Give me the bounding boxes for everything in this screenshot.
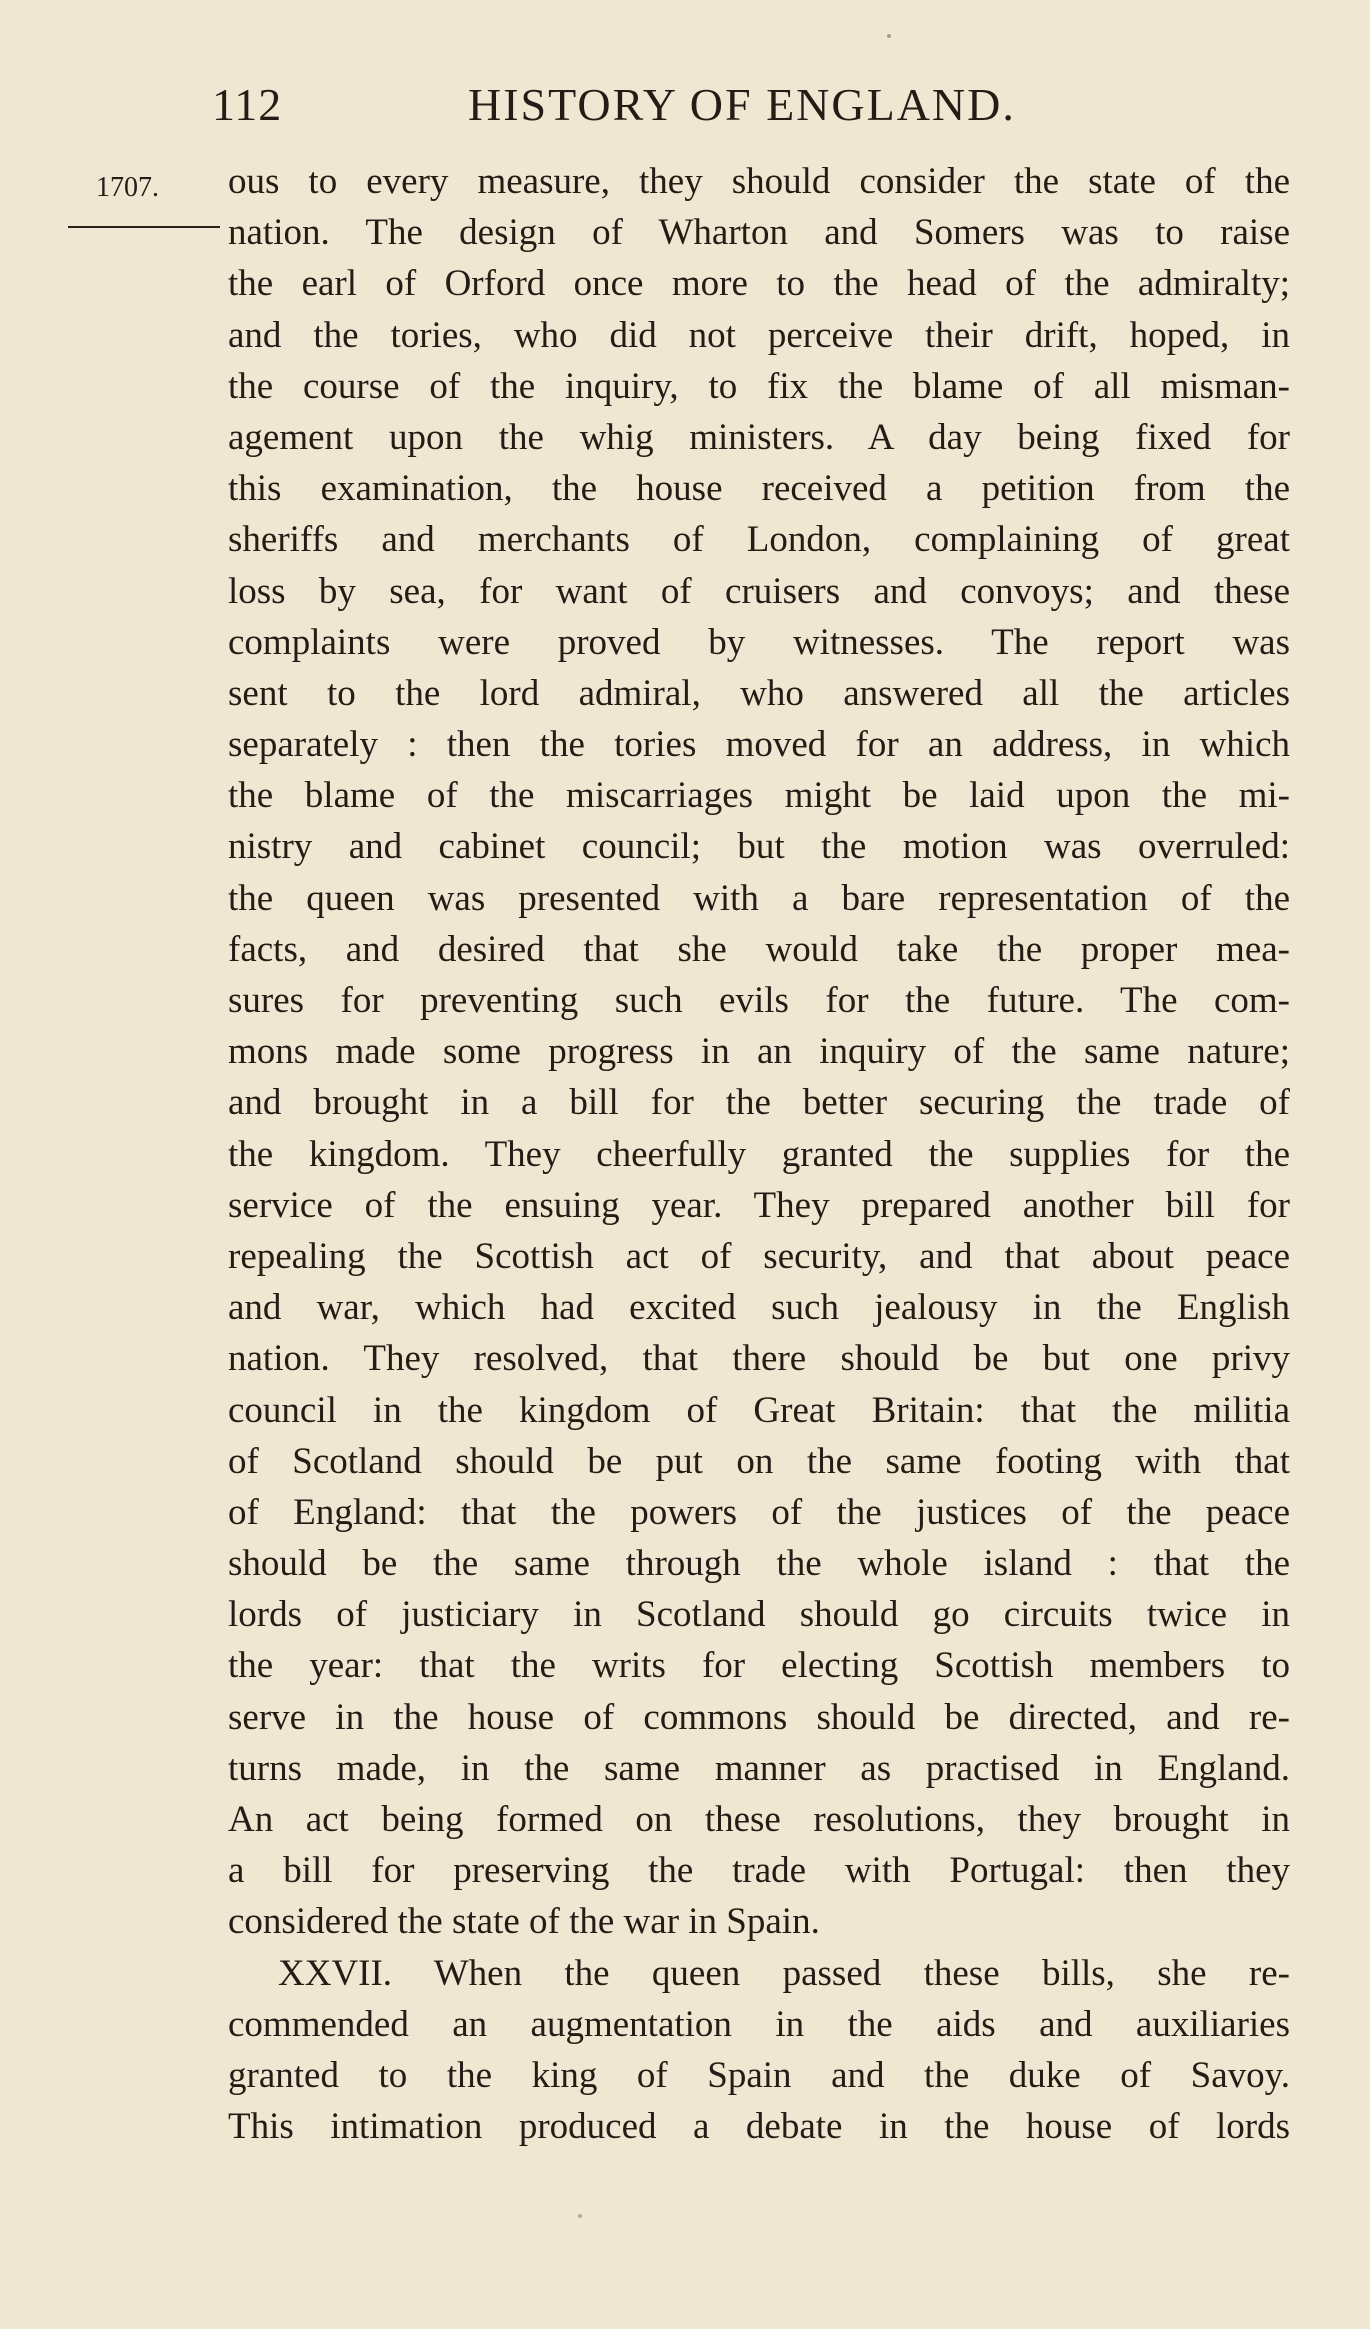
text-line: turns made, in the same manner as practised in England.: [228, 1747, 1290, 1789]
text-line: the earl of Orford once more to the head of the admiralty;: [228, 263, 1290, 305]
text-line: of Scotland should be put on the same footing with that: [228, 1440, 1290, 1482]
text-line: the kingdom. They cheerfully granted the supplies for the: [228, 1133, 1290, 1175]
text-line: and brought in a bill for the better securing the trade of: [228, 1082, 1290, 1124]
text-line: commended an augmentation in the aids and auxiliaries: [228, 2003, 1290, 2045]
text-line: sent to the lord admiral, who answered all the articles: [228, 672, 1290, 714]
running-head: [212, 78, 1072, 138]
running-title: HISTORY OF ENGLAND.: [468, 79, 1016, 130]
text-line: nistry and cabinet council; but the motion was overruled:: [228, 826, 1290, 868]
text-line: of England: that the powers of the justices of the peace: [228, 1491, 1290, 1533]
text-line: service of the ensuing year. They prepared another bill for: [228, 1184, 1290, 1226]
print-speck: [887, 34, 891, 38]
text-line: sheriffs and merchants of London, complaining of great: [228, 519, 1290, 561]
paragraph-start-line: XXVII. When the queen passed these bills, she re-: [278, 1952, 1290, 1994]
text-line: facts, and desired that she would take the proper mea-: [228, 928, 1290, 970]
text-line: and war, which had excited such jealousy in the English: [228, 1287, 1290, 1329]
page-number: 112: [212, 79, 283, 130]
text-line: ous to every measure, they should consider the state of the: [228, 161, 1290, 202]
text-line: This intimation produced a debate in the house of lords: [228, 2106, 1290, 2148]
text-line: a bill for preserving the trade with Portugal: then they: [228, 1850, 1290, 1892]
text-line: the course of the inquiry, to fix the blame of all misman-: [228, 365, 1290, 407]
text-line: council in the kingdom of Great Britain: that the militia: [228, 1389, 1290, 1431]
text-line: complaints were proved by witnesses. The report was: [228, 621, 1290, 663]
text-line: granted to the king of Spain and the duke of Savoy.: [228, 2054, 1290, 2096]
text-line: separately : then the tories moved for an address, in which: [228, 724, 1290, 766]
text-line: this examination, the house received a petition from the: [228, 468, 1290, 510]
text-line: the queen was presented with a bare representation of the: [228, 877, 1290, 919]
text-line: nation. They resolved, that there should be but one privy: [228, 1338, 1290, 1380]
text-line: loss by sea, for want of cruisers and convoys; and these: [228, 570, 1290, 612]
text-line: lords of justiciary in Scotland should go circuits twice in: [228, 1594, 1290, 1636]
margin-year: 1707.: [96, 172, 159, 203]
text-line: the year: that the writs for electing Scottish members to: [228, 1645, 1290, 1687]
text-line: and the tories, who did not perceive their drift, hoped, in: [228, 314, 1290, 356]
text-line: repealing the Scottish act of security, and that about peace: [228, 1235, 1290, 1277]
text-line: nation. The design of Wharton and Somers was to raise: [228, 212, 1290, 254]
text-line: should be the same through the whole island : that the: [228, 1543, 1290, 1585]
text-line: sures for preventing such evils for the future. The com-: [228, 980, 1290, 1021]
body-text: [228, 156, 1290, 2152]
text-line: mons made some progress in an inquiry of the same nature;: [228, 1031, 1290, 1073]
print-speck: [578, 2214, 582, 2218]
text-line: serve in the house of commons should be directed, and re-: [228, 1696, 1290, 1738]
text-line: An act being formed on these resolutions, they brought in: [228, 1799, 1290, 1840]
text-line: the blame of the miscarriages might be laid upon the mi-: [228, 775, 1290, 817]
text-line: considered the state of the war in Spain.: [228, 1901, 820, 1943]
margin-rule: [68, 226, 220, 228]
text-line: agement upon the whig ministers. A day being fixed for: [228, 416, 1290, 458]
